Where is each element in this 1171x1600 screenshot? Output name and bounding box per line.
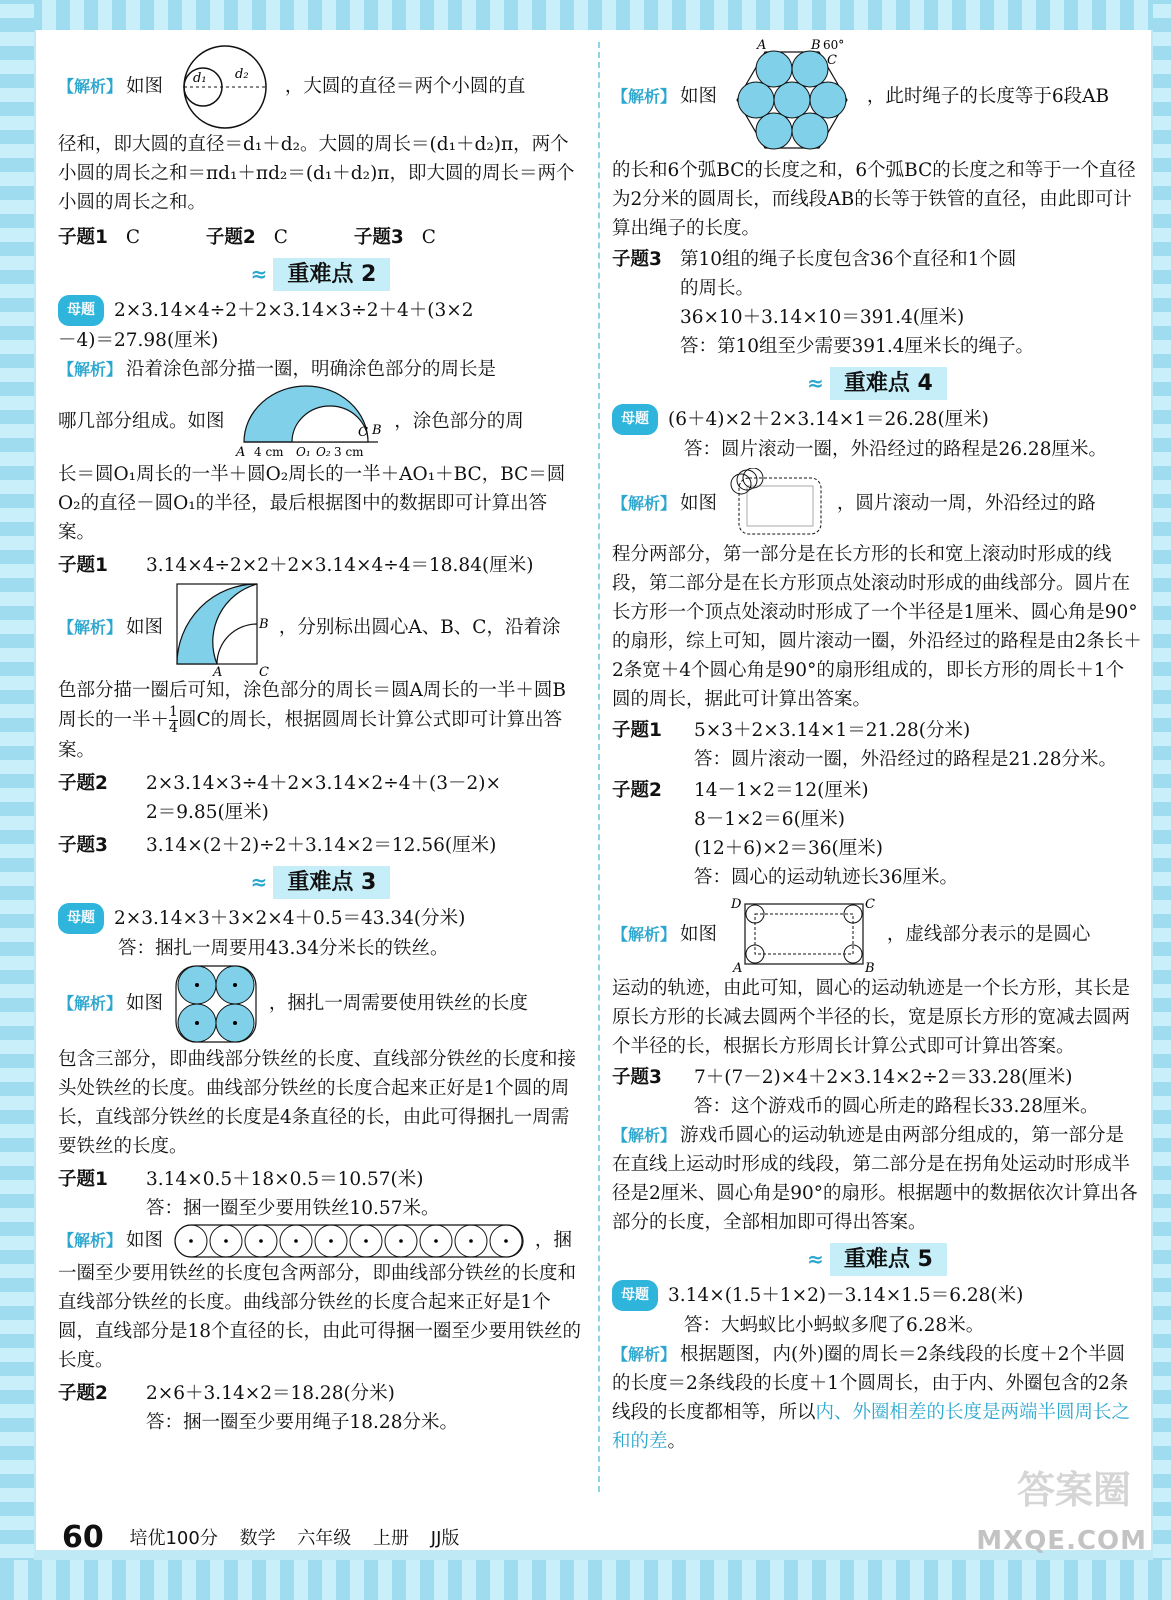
semicircle-figure xyxy=(234,384,384,460)
analysis-3a: 【 解析 】 如图 ，捆扎一周需要使用铁丝的长度 xyxy=(58,963,583,1045)
svg-text:B: B xyxy=(372,423,382,438)
pipe-center xyxy=(189,1239,193,1243)
fraction: $\frac{1}{4}$ xyxy=(169,704,178,736)
pipe-center xyxy=(224,1239,228,1243)
sub-2-2: 子题2 2×3.14×3÷4＋2×3.14×2÷4＋(3－2)× xyxy=(58,773,501,794)
watermark-logo: 答案圈 xyxy=(1016,1468,1131,1512)
wave-icon: ≈ xyxy=(807,1247,824,1271)
sub2-label: 子题2 xyxy=(205,227,256,248)
d2-label: d₂ xyxy=(234,67,249,82)
pipe-center xyxy=(399,1239,403,1243)
svg-text:A: A xyxy=(732,961,743,974)
svg-text:C: C xyxy=(358,425,369,440)
sub-r-3: 子题3 第10组的绳子长度包含36个直径和1个圆 xyxy=(612,249,1017,270)
pipe-center xyxy=(469,1239,473,1243)
svg-text:B: B xyxy=(810,38,821,53)
page-frame-right xyxy=(1153,0,1171,1600)
analysis-hex: 【 解析 】 如图 A B 60° C ，此时绳子的长度等于6段AB xyxy=(612,38,1142,156)
svg-text:O₂: O₂ xyxy=(316,445,332,459)
analysis-hex-b: 的长和6个弧BC的长度之和，6个弧BC的长度之和等于一个直径为2分米的圆周长，而线段AB的长等于铁管的直径，由此即可计算出绳子的长度。 xyxy=(612,160,1136,239)
sub-2-3: 子题3 3.14×(2＋2)÷2＋3.14×2＝12.56(厘米) xyxy=(58,835,497,856)
sub-4-3: 子题3 7＋(7－2)×4＋2×3.14×2÷2＝33.28(厘米) xyxy=(612,1067,1073,1088)
analysis-4-2a: 【 解析 】 如图 D C A B ，虚线部分表示的是圆心 xyxy=(612,896,1142,974)
sub3-answer: C xyxy=(421,227,436,248)
sub-3-1-answer: 答：捆一圈至少要用铁丝10.57米。 xyxy=(146,1198,440,1219)
analysis-2-1b: 色部分描一圈后可知，涂色部分的周长＝圆A周长的一半＋圆B周长的一半＋ $\frac{1}{4}$ 圆C的周长，根据圆周长计算公式即可计算出答案。 xyxy=(58,680,566,761)
analysis-tag: 【 解析 】 xyxy=(58,72,122,101)
svg-text:60°: 60° xyxy=(822,38,845,52)
sub-2-1: 子题1 3.14×4÷2×2＋2×3.14×4÷4＝18.84(厘米) xyxy=(58,555,534,576)
svg-text:A: A xyxy=(756,38,767,53)
svg-text:A: A xyxy=(236,445,246,460)
left-column xyxy=(58,36,583,1437)
svg-text:D: D xyxy=(730,897,742,912)
pipe-center xyxy=(329,1239,333,1243)
figure-ref: 如图 xyxy=(126,76,164,97)
analysis-4-2b: 运动的轨迹，由此可知，圆心的运动轨迹是一个长方形，其长是原长方形的长减去圆两个半径的长，宽是原长方形的宽减去圆两个半径的长，根据长方形周长计算公式即可计算出答案。 xyxy=(612,978,1131,1057)
section-heading-2: ≈ 重难点 2 xyxy=(58,258,583,291)
d1-label: d₁ xyxy=(192,71,207,86)
svg-text:O₁: O₁ xyxy=(296,445,312,459)
wave-icon: ≈ xyxy=(250,262,268,286)
sub-r-3-c: 36×10＋3.14×10＝391.4(厘米) xyxy=(680,307,965,328)
pipe-center xyxy=(259,1239,263,1243)
mother-question-2: 母题 2×3.14×4÷2＋2×3.14×3÷2＋4＋(3×2 xyxy=(58,295,583,326)
page-number: 60 xyxy=(62,1520,104,1555)
mother-5-answer: 答：大蚂蚁比小蚂蚁多爬了6.28米。 xyxy=(684,1315,985,1336)
analysis-4a: 【 解析 】 如图 ，圆片滚动一周，外沿经过的路 xyxy=(612,468,1142,540)
section-heading-4: ≈ 重难点 4 xyxy=(612,367,1142,400)
wave-icon: ≈ xyxy=(807,371,824,395)
mother-tag: 母题 xyxy=(58,295,104,326)
sub-3-1: 子题1 3.14×0.5＋18×0.5＝10.57(米) xyxy=(58,1169,424,1190)
watermark-url: MXQE.COM xyxy=(976,1526,1147,1556)
term: 上册 xyxy=(373,1528,410,1549)
four-pipes-figure xyxy=(173,963,259,1045)
pipe-center xyxy=(294,1239,298,1243)
sub3-label: 子题3 xyxy=(353,227,404,248)
svg-text:B: B xyxy=(864,961,875,974)
square-arc-figure xyxy=(173,580,269,676)
column-divider xyxy=(598,42,600,1492)
section-heading-5: ≈ 重难点 5 xyxy=(612,1243,1142,1276)
sub-3-2-answer: 答：捆一圈至少要用绳子18.28分米。 xyxy=(146,1412,458,1433)
mother-question-3: 母题 2×3.14×3＋3×2×4＋0.5＝43.34(分米) xyxy=(58,903,583,934)
analysis-3-1b: 一圈至少要用铁丝的长度包含两部分，即曲线部分铁丝的长度和直线部分铁丝的长度。曲线部分铁丝的长度合起来正好是1个圆，直线部分是18个直径的长，由此可得捆一圈至少要用铁丝的长度。 xyxy=(58,1263,582,1371)
sub-4-2-c: (12＋6)×2＝36(厘米) xyxy=(694,838,883,859)
svg-text:C: C xyxy=(864,897,875,912)
mother-question-5: 母题 3.14×(1.5＋1×2)－3.14×1.5＝6.28(米) xyxy=(612,1280,1142,1311)
row-of-pipes-figure xyxy=(173,1223,525,1259)
page-frame-top xyxy=(0,0,1171,30)
svg-text:A: A xyxy=(212,665,223,676)
analysis-text-1a: ，大圆的直径＝两个小圆的直 xyxy=(284,76,526,97)
analysis-4b: 程分两部分，第一部分是在长方形的长和宽上滚动时形成的线段，第二部分是在长方形顶点处滚动时形成的曲线部分。圆片在长方形一个顶点处滚动时形成了一个半径是1厘米、圆心角是90°的扇形，综上可知，圆片滚动一圈，外沿经过的路程是由2条长＋2条宽＋4个圆心角是90°的扇形组成的，即长方形的周长＋1个圆的周长，据此可计算出答案。 xyxy=(612,544,1142,710)
sub-4-1-answer: 答：圆片滚动一圈，外沿经过的路程是21.28分米。 xyxy=(694,749,1117,770)
sub-4-2-d: 答：圆心的运动轨迹长36厘米。 xyxy=(694,867,959,888)
section-heading-3: ≈ 重难点 3 xyxy=(58,866,583,899)
mother-question-4: 母题 (6＋4)×2＋2×3.14×1＝26.28(厘米) xyxy=(612,404,1142,435)
mother-2-line2: －4)＝27.98(厘米) xyxy=(58,330,219,351)
sub-4-2-b: 8－1×2＝6(厘米) xyxy=(694,809,846,830)
analysis-2c: 长＝圆O₁周长的一半＋圆O₂周长的一半＋AO₁＋BC，BC＝圆O₂的直径－圆O₁的半径，最后根据图中的数据即可计算出答案。 xyxy=(58,464,566,543)
right-column xyxy=(612,36,1142,1456)
sub-4-1: 子题1 5×3＋2×3.14×1＝21.28(分米) xyxy=(612,720,971,741)
analysis-text-1b: 径和，即大圆的直径＝d₁＋d₂。大圆的周长＝(d₁＋d₂)π，两个小圆的周长之和＝πd₁＋πd₂＝(d₁＋d₂)π，即大圆的周长＝两个小圆的周长之和。 xyxy=(58,134,575,213)
grade: 六年级 xyxy=(297,1528,352,1549)
rolling-disc-figure xyxy=(727,468,827,540)
svg-text:B: B xyxy=(258,617,269,632)
sub1-answer: C xyxy=(125,227,141,248)
page-frame-bottom xyxy=(0,1560,1171,1600)
svg-text:C: C xyxy=(258,665,269,676)
analysis-3b: 包含三部分，即曲线部分铁丝的长度、直线部分铁丝的长度和接头处铁丝的长度。曲线部分铁丝的长度合起来正好是1个圆的周长，直线部分铁丝的长度是4条直径的长，由此可得捆扎一周需要铁丝的长度。 xyxy=(58,1049,577,1157)
sub2-answer: C xyxy=(273,227,288,248)
page-frame-left xyxy=(0,0,34,1600)
analysis-4-3: 【 解析 】 游戏币圆心的运动轨迹是由两部分组成的，第一部分是在直线上运动时形成的线段，第二部分是在拐角处运动时形成半径是2厘米、圆心角是90°的扇形。根据题中的数据依次计算出各部分的长度，全部相加即可得出答案。 xyxy=(612,1121,1142,1237)
pipe-center xyxy=(364,1239,368,1243)
book-title: 培优100分 xyxy=(129,1528,218,1549)
svg-text:C: C xyxy=(826,53,837,68)
page-footer xyxy=(62,1520,475,1555)
subquestion-row xyxy=(58,223,583,252)
sub-r-3-b: 的周长。 xyxy=(680,278,755,299)
analysis-circles xyxy=(58,44,583,130)
sub-3-2: 子题2 2×6＋3.14×2＝18.28(分米) xyxy=(58,1383,395,1404)
hexagon-pipes-figure xyxy=(727,38,857,156)
subject: 数学 xyxy=(239,1528,276,1549)
svg-text:4 cm: 4 cm xyxy=(254,445,284,459)
wave-icon: ≈ xyxy=(250,870,268,894)
mother-3-answer: 答：捆扎一周要用43.34分米长的铁丝。 xyxy=(118,938,449,959)
sub-2-2-line2: 2＝9.85(厘米) xyxy=(146,802,269,823)
analysis-2a: 【 解析 】 沿着涂色部分描一圈，明确涂色部分的周长是 xyxy=(58,355,583,384)
pipe-center xyxy=(434,1239,438,1243)
highlighted-text: 内、外圈相差的长度是两端半圆周长之和的差 xyxy=(612,1402,1131,1452)
sub1-label: 子题1 xyxy=(58,227,108,248)
analysis-2-1a: 【 解析 】 如图 B A C ，分别标出圆心A、B、C，沿着涂 xyxy=(58,580,583,676)
edition: JJ版 xyxy=(430,1528,460,1549)
svg-text:3 cm: 3 cm xyxy=(334,445,364,459)
rect-coin-path-figure xyxy=(727,896,877,974)
analysis-3-1a: 【 解析 】 如图 ，捆 xyxy=(58,1223,583,1259)
sub-4-3-answer: 答：这个游戏币的圆心所走的路程长33.28厘米。 xyxy=(694,1096,1099,1117)
two-circles-figure xyxy=(173,44,275,130)
analysis-2b: 哪几部分组成。如图 A 4 cm O₁ O₂ 3 cm C B ，涂色部分的周 xyxy=(58,384,583,460)
pipe-center xyxy=(504,1239,508,1243)
mother-4-answer: 答：圆片滚动一圈，外沿经过的路程是26.28厘米。 xyxy=(684,439,1107,460)
sub-4-2: 子题2 14－1×2＝12(厘米) xyxy=(612,780,869,801)
sub-r-3-d: 答：第10组至少需要391.4厘米长的绳子。 xyxy=(680,336,1035,357)
analysis-5: 【 解析 】 根据题图，内(外)圈的周长＝2条线段的长度＋2个半圆的长度＝2条线段的长度＋1个圆周长，由于内、外圈包含的2条线段的长度都相等，所以内、外圈相差的长度是两端半圆周长之和的差。 xyxy=(612,1340,1142,1456)
